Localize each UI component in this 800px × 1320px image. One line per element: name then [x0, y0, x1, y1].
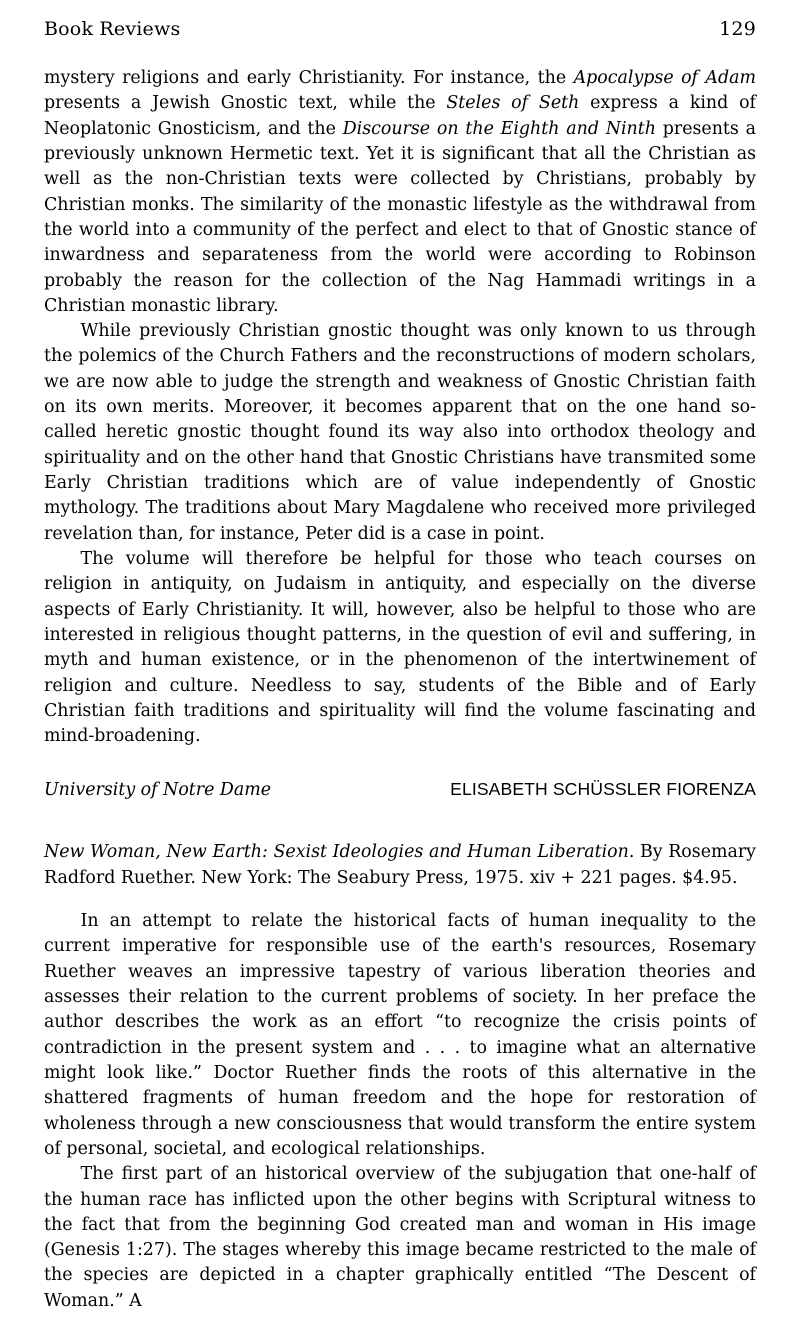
reviewer-name: ELISABETH SCHÜSSLER FIORENZA [450, 779, 756, 800]
paragraph: The first part of an historical overview of the subjugation that one-half of the human race has inflicted upon the other begins with Scriptural witness to the fact that from the beginning God created man and woman in His image (Genesis 1:27). The stages whereby this image became restricted to the male of the species are depicted in a chapter graphically entitled “The Descent of Woman.” A [44, 1164, 756, 1311]
paragraph: While previously Christian gnostic thought was only known to us through the polemics of the Church Fathers and the reconstructions of modern scholars, we are now able to judge the strength and weakness of Gnostic Christian faith on its own merits. Moreover, it becomes apparent that on the one hand so-called heretic gnostic thought found its way also into orthodox theology and spirituality and on the other hand that Gnostic Christians have transmited some Early Christian traditions which are of value independently of Gnostic mythology. The traditions about Mary Magdalene who received more privileged revelation than, for instance, Peter did is a case in point. [44, 321, 756, 544]
review-one-byline [44, 779, 756, 800]
review-two-headnote: New Woman, New Earth: Sexist Ideologies and Human Liberation. By Rosemary Radford Ruether. New York: The Seabury Press, 1975. xiv + 221 pages. $4.95. [44, 842, 756, 888]
page-number: 129 [719, 18, 756, 40]
running-head-title: Book Reviews [44, 18, 181, 40]
reviewer-affiliation: University of Notre Dame [44, 780, 272, 801]
paragraph: mystery religions and early Christianity. For instance, the Apocalypse of Adam presents a Jewish Gnostic text, while the Steles of Seth express a kind of Neoplatonic Gnosticism, and the Discourse on the Eighth and Ninth presents a previously unknown Hermetic text. Yet it is significant that all the Christian as well as the non-Christian texts were collected by Christians, probably by Christian monks. The similarity of the monastic lifestyle as the withdrawal from the world into a community of the perfect and elect to that of Gnostic stance of inwardness and separateness from the world were according to Robinson probably the reason for the collection of the Nag Hammadi writings in a Christian monastic library. [44, 68, 757, 316]
running-head [44, 18, 756, 40]
spacer [44, 891, 756, 909]
review-one-body [44, 66, 756, 749]
paragraph: In an attempt to relate the historical facts of human inequality to the current imperative for responsible use of the earth's resources, Rosemary Ruether weaves an impressive tapestry of various liberation theories and assesses their relation to the current problems of society. In her preface the author describes the work as an effort “to recognize the crisis points of contradiction in the present system and . . . to imagine what an alternative might look like.” Doctor Ruether finds the roots of this alternative in the shattered fragments of human freedom and the hope for restoration of wholeness through a new consciousness that would transform the entire system of personal, societal, and ecological relationships. [44, 911, 756, 1159]
review-two-body [44, 909, 756, 1314]
paragraph: The volume will therefore be helpful for those who teach courses on religion in antiquity, on Judaism in antiquity, and especially on the diverse aspects of Early Christianity. It will, however, also be helpful to those who are interested in religious thought patterns, in the question of evil and suffering, in myth and human existence, or in the phenomenon of the intertwinement of religion and culture. Needless to say, students of the Bible and of Early Christian faith traditions and spirituality will find the volume fascinating and mind-broadening. [44, 548, 756, 747]
